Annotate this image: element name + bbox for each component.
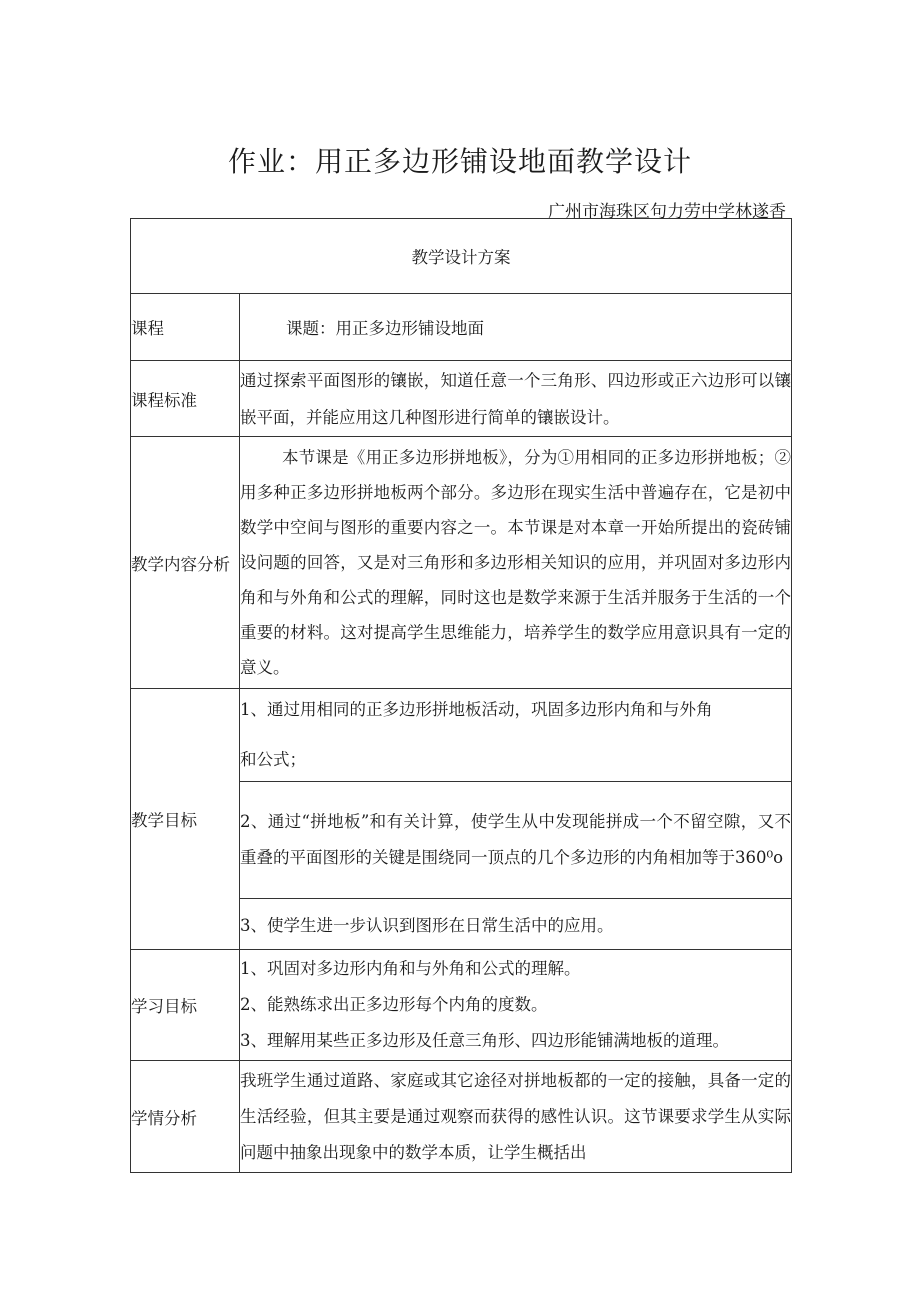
learning-goal-3: 3、理解用某些正多边形及任意三角形、四边形能铺满地板的道理。 — [240, 1031, 729, 1050]
teaching-goal-2: 2、通过“拼地板”和有关计算，使学生从中发现能拼成一个不留空隙，又不重叠的平面图形的关键是围绕同一顶点的几个多边形的内角相加等于360⁰o — [240, 782, 792, 899]
row-label-standard: 课程标准 — [131, 361, 240, 437]
teaching-goal-1-line-2: 和公式； — [240, 750, 306, 769]
row-label-course: 课程 — [131, 294, 240, 361]
learning-goals-list — [240, 950, 792, 1061]
row-label-learning-goals: 学习目标 — [131, 950, 240, 1061]
row-label-teaching-goals: 教学目标 — [131, 689, 240, 950]
table-row — [131, 689, 792, 782]
learner-analysis-text: 我班学生通过道路、家庭或其它途径对拼地板都的一定的接触，具备一定的生活经验，但其主要是通过观察而获得的感性认识。这节课要求学生从实际问题中抽象出现象中的数学本质，让学生概括出 — [240, 1061, 792, 1173]
document-author: 广州市海珠区句力劳中学林遂香 — [548, 202, 786, 222]
course-topic: 课题：用正多边形铺设地面 — [240, 294, 792, 361]
teaching-goal-1-line-1: 1、通过用相同的正多边形拼地板活动，巩固多边形内角和与外角 — [240, 700, 713, 719]
course-standard-text: 通过探索平面图形的镶嵌，知道任意一个三角形、四边形或正六边形可以镶嵌平面，并能应用这几种图形进行简单的镶嵌设计。 — [240, 361, 792, 437]
table-row — [131, 1061, 792, 1173]
table-row — [131, 294, 792, 361]
row-label-learner-analysis: 学情分析 — [131, 1061, 240, 1173]
document-title: 作业：用正多边形铺设地面教学设计 — [227, 145, 692, 178]
table-header-row — [131, 219, 792, 294]
table-row — [131, 437, 792, 689]
row-label-analysis: 教学内容分析 — [131, 437, 240, 689]
content-analysis-text: 本节课是《用正多边形拼地板》，分为①用相同的正多边形拼地板；②用多种正多边形拼地板两个部分。多边形在现实生活中普遍存在，它是初中数学中空间与图形的重要内容之一。本节课是对本章一开始所提出的瓷砖铺设问题的回答，又是对三角形和多边形相关知识的应用，并巩固对多边形内角和与外角和公式的理解，同时这也是数学来源于生活并服务于生活的一个重要的材料。这对提高学生思维能力，培养学生的数学应用意识具有一定的意义。 — [240, 437, 792, 689]
teaching-goal-1 — [240, 689, 792, 782]
table-row — [131, 950, 792, 1061]
table-row — [131, 361, 792, 437]
plan-title: 教学设计方案 — [131, 219, 792, 294]
teaching-goal-3: 3、使学生进一步认识到图形在日常生活中的应用。 — [240, 899, 792, 950]
learning-goal-2: 2、能熟练求出正多边形每个内角的度数。 — [240, 995, 548, 1014]
teaching-design-table — [130, 218, 792, 1173]
learning-goal-1: 1、巩固对多边形内角和与外角和公式的理解。 — [240, 959, 581, 978]
